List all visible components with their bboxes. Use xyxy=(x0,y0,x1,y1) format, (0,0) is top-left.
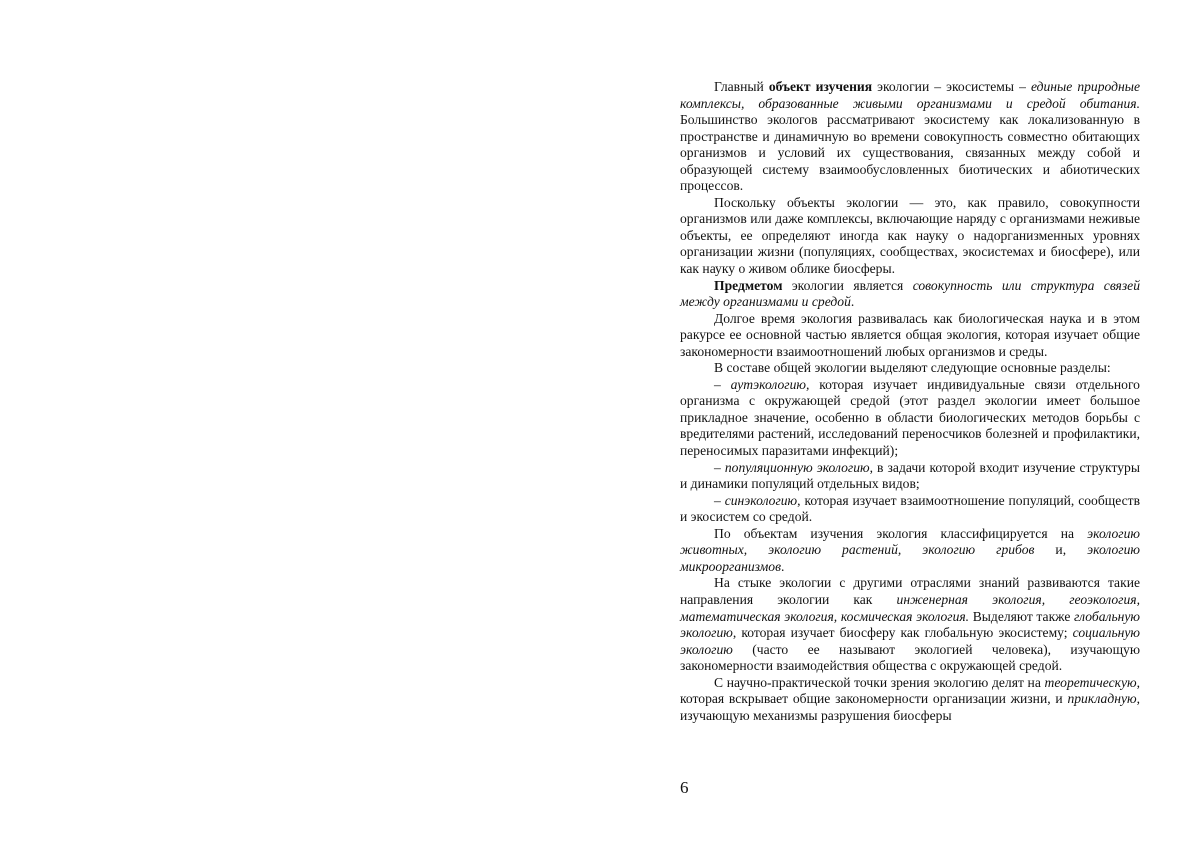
text-run: – xyxy=(714,376,731,392)
italic-term: теоретическую xyxy=(1044,674,1137,690)
text-run: В составе общей экологии выделяют следующие основные разделы: xyxy=(714,360,1111,376)
text-run: Выделяют также xyxy=(969,608,1075,624)
text-run: Поскольку объекты экологии — это, как правило, совокупности организмов или даже комплексы, включающие наряду с организмами неживые объекты, ее определяют иногда как науку о надорганизменных уровнях организации жизни (популяциях, сообществах, экосистемах и биосфере), или как науку о живом облике биосферы. xyxy=(680,194,1140,277)
italic-term: прикладную xyxy=(1067,691,1137,707)
bold-term: Предметом xyxy=(714,277,783,293)
text-run: – xyxy=(714,492,725,508)
text-run: На стыке экологии с другими отраслями знаний развиваются такие направления экологии как xyxy=(680,575,1140,607)
italic-term: инженерная экология, геоэкология, математическая экология, космическая экология. xyxy=(680,591,1140,624)
paragraph-classification xyxy=(680,526,1140,576)
paragraph-sections-intro xyxy=(680,360,1140,377)
list-item-synecology xyxy=(680,493,1140,526)
text-run: экологии – экосистемы – xyxy=(872,79,1031,94)
list-item-population-ecology xyxy=(680,460,1140,493)
text-run: – xyxy=(714,459,725,475)
text-run: , которая вскрывает общие закономерности организации жизни, и xyxy=(680,674,1140,707)
text-run: . xyxy=(850,294,855,310)
text-run: которая изучает индивидуальные связи отдельного организма с окружающей средой (этот раздел экологии имеет большое прикладное значение, особенно в области биологических методов борьбы с вредителями растений, исследований переносчиков болезней и профилактики, переносимых паразитами инфекций); xyxy=(680,376,1140,459)
text-run: , которая изучает взаимоотношение популяций, сообществ и экосистем со средой. xyxy=(680,492,1140,525)
italic-term: социальную экологию xyxy=(680,625,1140,657)
list-item-autecology xyxy=(680,377,1140,460)
italic-term: синэкологию xyxy=(724,492,798,508)
paragraph-ecology-objects xyxy=(680,195,1140,278)
text-run: С научно-практической точки зрения экологию делят на xyxy=(714,674,1045,690)
text-run: По объектам изучения экология классифицируется на xyxy=(714,525,1088,541)
italic-term: экологию животных, экологию растений, экологию грибов xyxy=(680,525,1140,558)
italic-term: популяционную экологию xyxy=(724,459,870,475)
paragraph-object-of-study xyxy=(680,79,1140,195)
text-run: экологии является xyxy=(782,277,913,293)
text-run: . xyxy=(781,558,785,574)
body-text-column xyxy=(680,79,1140,724)
text-run: Долгое время экология развивалась как биологическая наука и в этом ракурсе ее основной частью является общая экология, которая изучает общие закономерности взаимоотношений любых организмов и среды. xyxy=(680,310,1140,359)
text-run: Главный xyxy=(714,79,769,94)
page-number: 6 xyxy=(680,778,689,797)
paragraph-subject-of-ecology xyxy=(680,278,1140,311)
italic-term: аутэкологию, xyxy=(730,376,810,392)
italic-term: совокупность или структура связей между организмами и средой xyxy=(680,277,1140,310)
text-run: , в задачи которой входит изучение структуры и динамики популяций отдельных видов; xyxy=(680,459,1140,492)
text-run: , которая изучает биосферу как глобальную экосистему; xyxy=(732,625,1073,641)
text-run: , изучающую механизмы разрушения биосферы xyxy=(680,691,1140,723)
bold-term: объект изучения xyxy=(768,79,873,94)
text-run: и, xyxy=(1034,542,1088,558)
text-run: Большинство экологов рассматривают экосистему как локализованную в пространстве и динамичную во времени совокупность совместно обитающих организмов и условий их существования, связанных между собой и образующей систему взаимообусловленных биотических и абиотических процессов. xyxy=(680,112,1140,194)
paragraph-general-ecology xyxy=(680,311,1140,361)
italic-term: единые природные комплексы, образованные живыми организмами и средой обитания. xyxy=(680,79,1140,111)
paragraph-interdisciplinary xyxy=(680,575,1140,674)
paragraph-theoretical-applied xyxy=(680,675,1140,725)
italic-term: глобальную экологию xyxy=(680,608,1140,641)
italic-term: экологию микроорганизмов xyxy=(680,542,1140,574)
text-run: (часто ее называют экологией человека), изучающую закономерности взаимодействия общества с окружающей средой. xyxy=(680,641,1140,674)
